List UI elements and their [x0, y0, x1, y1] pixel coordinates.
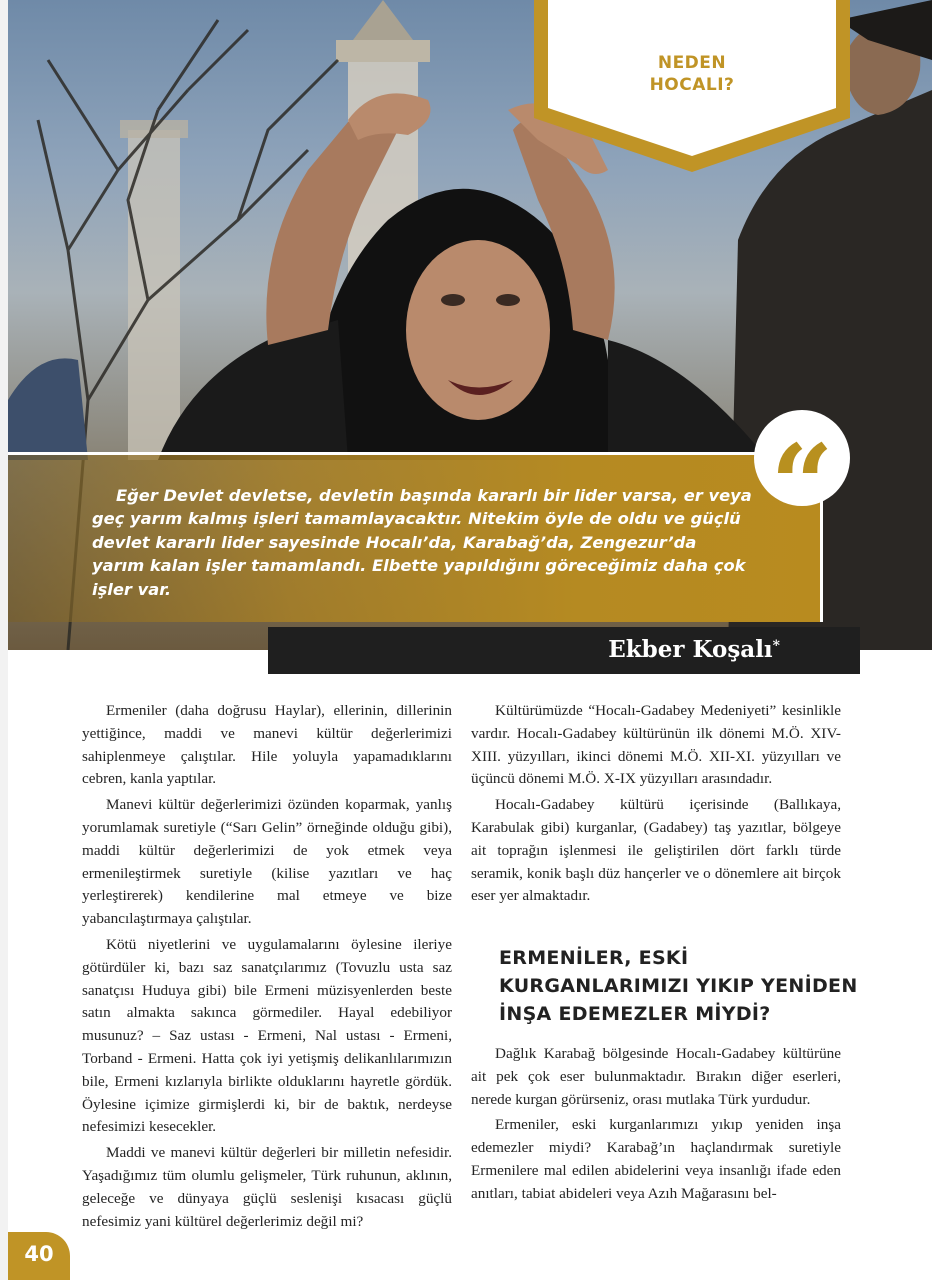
paragraph: Kötü niyetlerini ve uygulamalarını öylesine ileriye götürdüler ki, bazı saz sanatçılarımız (Tovuzlu usta saz sanatçısı Huduya gibi) bile Ermeni müzisyenlerden beste satın almakta sakınca görmediler. Hayal edebiliyor musunuz? – Saz ustası - Ermeni, Nal ustası - Ermeni, Torband - Ermeni. Hatta çok iyi yetişmiş delikanlılarımızın bile, Ermeni kızlarıyla birlikte olduklarını hayretle gördük. Öylesine içimize girmişlerdi ki, bir de baktık, nerdeyse nefesimizi kesecekler.: [82, 935, 452, 1136]
quote-mark-circle: [754, 410, 850, 549]
paragraph: Ermeniler (daha doğrusu Haylar), ellerinin, dillerinin yettiğince, maddi ve manevi kültür değerlerimizi sahiplenmeye çalıştılar. Hile yoluyla yapamadıklarını cebren, kanla yaptılar.: [82, 702, 452, 788]
author-name: [608, 635, 780, 665]
page-number-tab: [8, 1232, 70, 1280]
badge-line-2: HOCALI?: [649, 75, 735, 95]
right-column-continued: [471, 1043, 841, 1209]
right-column: [471, 700, 841, 911]
paragraph: Maddi ve manevi kültür değerleri bir milletin nefesidir. Yaşadığımız tüm olumlu gelişmeler, Türk ruhunun, aklının, geleceğe ve dünyaya güçlü seslenişi kısacası güçlü nefesimiz yani kültürel değerlerimiz değil mi?: [82, 1144, 452, 1230]
paragraph: Manevi kültür değerlerimizi özünden koparmak, yanlış yorumlamak suretiyle (“Sarı Gelin” örneğinde olduğu gibi), maddi kültür değerlerimizi de yok etmek veya ermenileştirmek suretiyle (kilise yazıtları ve haç yerleştirerek) kendilerine mal etmeye ve bize yabancılaştırmaya çalıştılar.: [82, 796, 452, 928]
page-number: 40: [24, 1242, 54, 1266]
paragraph: Kültürümüzde “Hocalı-Gadabey Medeniyeti” kesinlikle vardır. Hocalı-Gadabey kültürünün ilk dönemi M.Ö. XIV-XIII. yüzyılları, ikinci dönemi M.Ö. XII-XI. yüzyılları ve üçüncü dönemi M.Ö. X-IX yüzyılları arasındadır.: [471, 702, 841, 788]
author-name-text: Ekber Koşalı: [608, 636, 773, 663]
left-column: [82, 700, 452, 1236]
paragraph: Hocalı-Gadabey kültürü içerisinde (Ballıkaya, Karabulak gibi) kurganlar, (Gadabey) taş yazıtlar, bölgeye ait toprağın işlenmesi ile geliştirilen dört farklı türde seramik, konik başlı düz hançerler ve o dönemlere ait birçok eser yer almaktadır.: [471, 796, 841, 905]
pull-quote: Eğer Devlet devletse, devletin başında kararlı bir lider varsa, er veya geç yarım kalmış işleri tamamlayacaktır. Nitekim öyle de oldu ve güçlü devlet kararlı lider sayesinde Hocalı’da, Karabağ’da, Zengezur’da yarım kalan işler tamamlandı. Elbette yapıldığını göreceğimiz daha çok işler var.: [92, 486, 752, 599]
section-badge: [534, 0, 850, 172]
page-edge: [0, 0, 8, 1280]
quote-icon: “: [770, 420, 834, 549]
badge-title: [534, 52, 850, 96]
badge-line-1: NEDEN: [657, 53, 727, 73]
section-heading: ERMENİLER, ESKİ KURGANLARIMIZI YIKIP YENİDEN İNŞA EDEMEZLER MİYDİ?: [499, 947, 858, 1025]
paragraph: Dağlık Karabağ bölgesinde Hocalı-Gadabey kültürüne ait pek çok eser bulunmaktadır. Bırakın diğer eserleri, nerede kurgan görürseniz, orası mutlaka Türk yurdudur.: [471, 1045, 841, 1108]
paragraph: Ermeniler, eski kurganlarımızı yıkıp yeniden inşa edemezler miydi? Karabağ’ın haçlandırmak suretiyle Ermenilere mal edilen abidelerini veya insanlığı ifade eden anıtları, tabiat abideleri veya Azıh Mağarasını bel-: [471, 1116, 841, 1202]
author-footnote-mark: *: [772, 638, 780, 654]
author-bar: [268, 627, 860, 674]
